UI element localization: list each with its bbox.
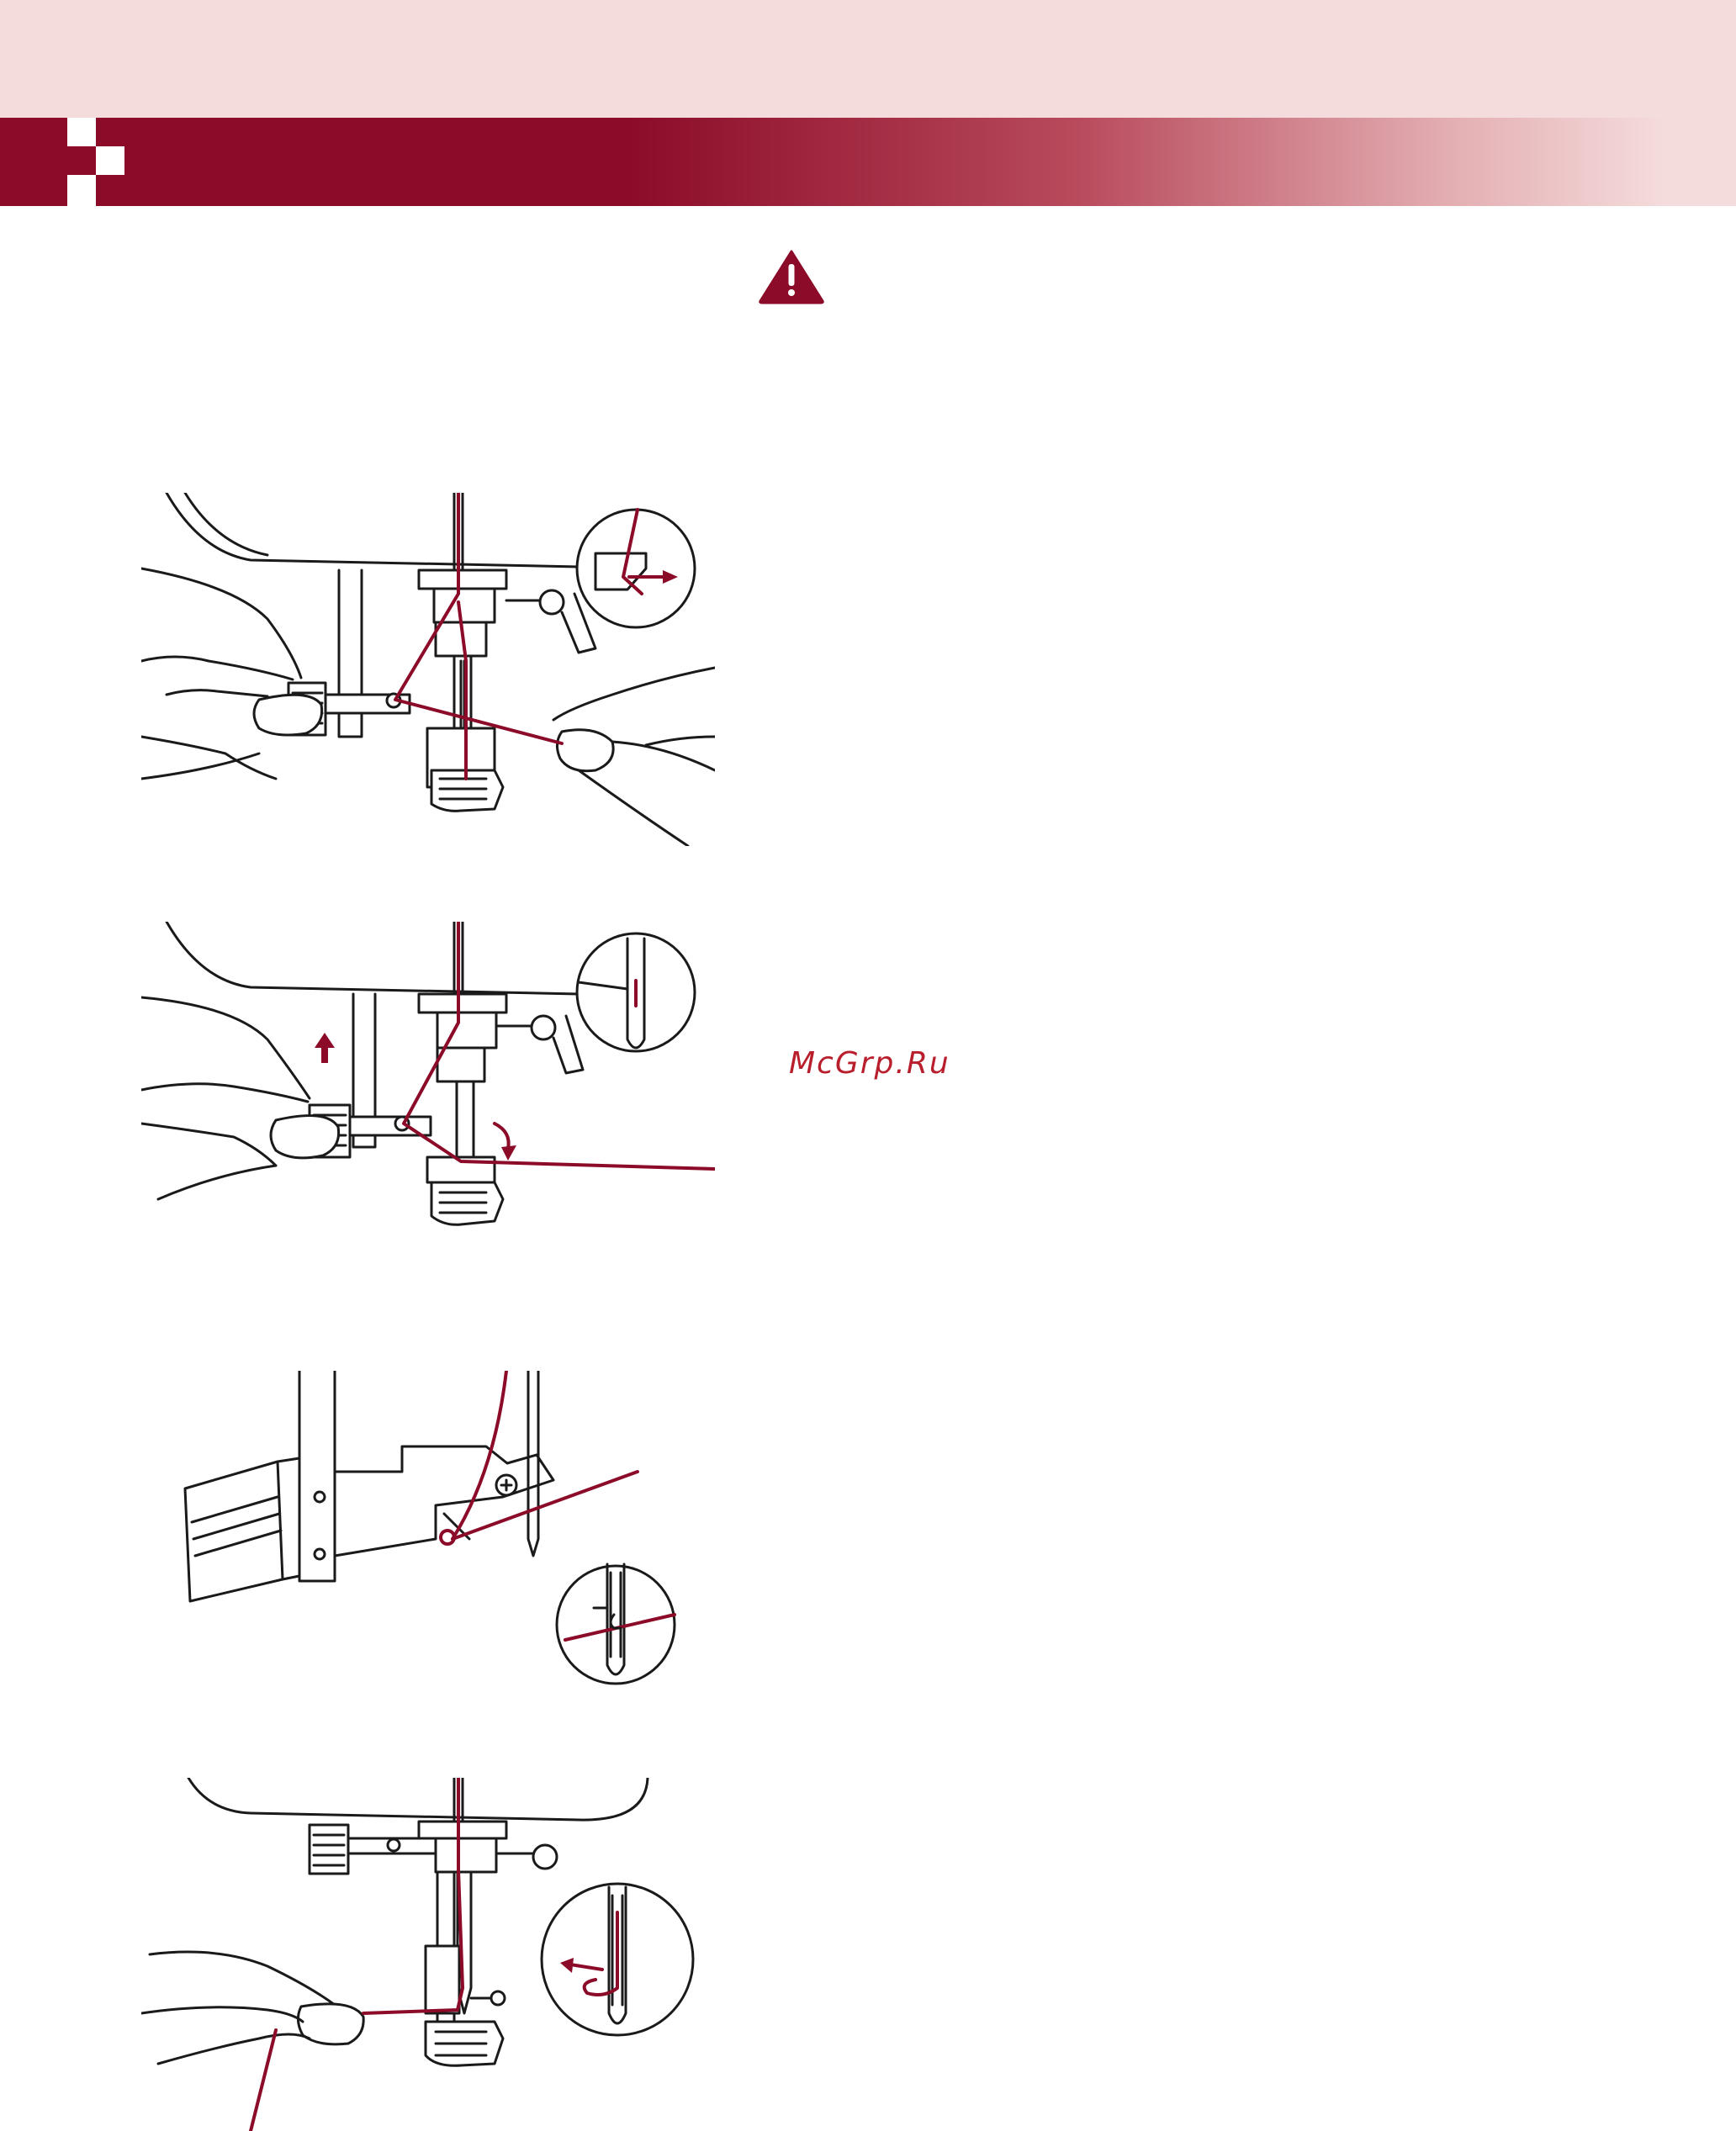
top-band <box>0 0 1736 118</box>
checker-square-top <box>67 118 96 146</box>
checker-square-middle <box>96 146 124 175</box>
header-bar <box>0 118 1736 206</box>
needle-threader-release-illustration <box>141 922 715 1241</box>
needle-threader-pull-thread-illustration <box>141 493 715 846</box>
pull-loop-through-needle-illustration <box>141 1778 715 2131</box>
watermark-text: McGrp.Ru <box>789 1046 950 1081</box>
warning-triangle-icon <box>757 249 826 304</box>
threader-hook-detail-illustration <box>183 1371 707 1690</box>
checker-square-bottom <box>67 175 96 206</box>
